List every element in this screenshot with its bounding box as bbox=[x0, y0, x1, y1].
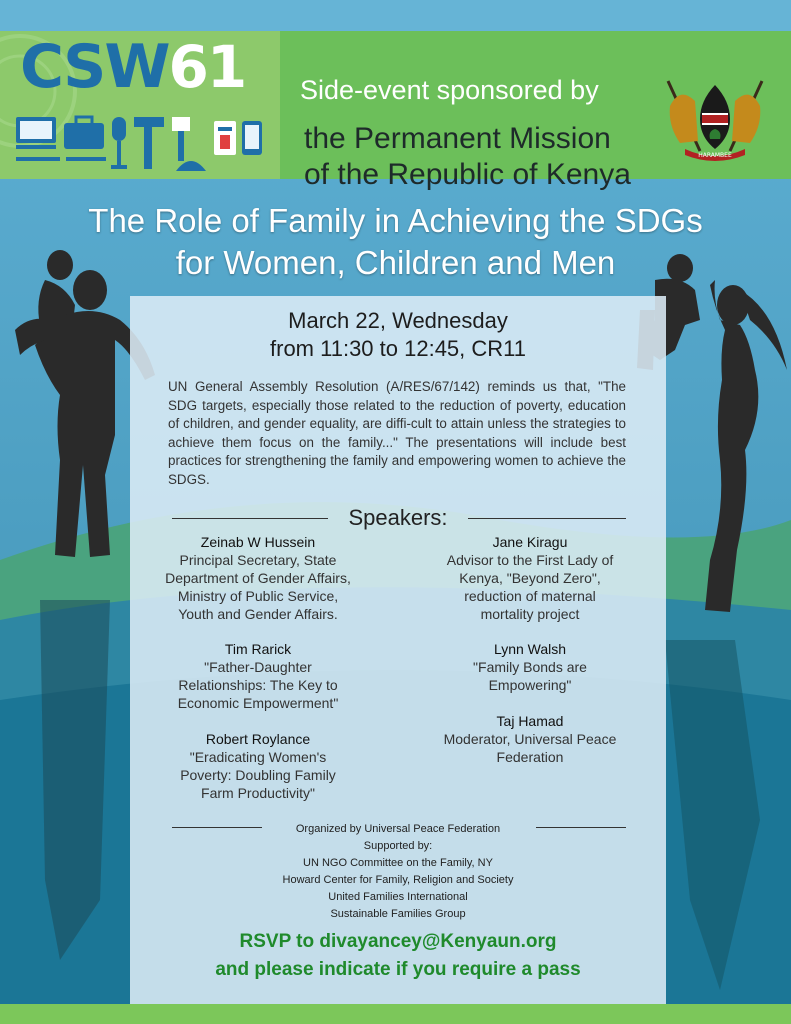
speaker-taj-hamad bbox=[400, 712, 660, 766]
divider-right bbox=[468, 518, 626, 519]
speaker-name: Zeinab W Hussein bbox=[200, 534, 316, 550]
speaker-detail: Advisor to the First Lady of bbox=[446, 552, 614, 568]
speaker-detail: reduction of maternal bbox=[464, 588, 596, 604]
emblem-motto: HARAMBEE bbox=[698, 152, 732, 159]
speaker-detail: Relationships: The Key to bbox=[178, 677, 338, 693]
organizers-block bbox=[130, 821, 666, 923]
speaker-detail: Youth and Gender Affairs. bbox=[178, 606, 338, 622]
event-title-line1: The Role of Family in Achieving the SDGs bbox=[88, 202, 703, 239]
tools-icons bbox=[16, 113, 266, 173]
csw61-logo bbox=[0, 31, 280, 179]
speaker-lynn-walsh bbox=[400, 640, 660, 694]
speaker-name: Taj Hamad bbox=[496, 713, 564, 729]
rsvp-email[interactable]: RSVP to divayancey@Kenyaun.org bbox=[239, 931, 557, 952]
supporter-item: Sustainable Families Group bbox=[330, 908, 466, 920]
speaker-detail: Ministry of Public Service, bbox=[177, 588, 339, 604]
kenya-coat-of-arms-icon bbox=[660, 71, 770, 163]
speaker-tim-rarick bbox=[138, 640, 378, 712]
event-title-line2: for Women, Children and Men bbox=[175, 244, 616, 281]
event-time-location: from 11:30 to 12:45, CR11 bbox=[270, 336, 526, 361]
speaker-detail: Principal Secretary, State bbox=[179, 552, 337, 568]
speaker-name: Jane Kiragu bbox=[492, 534, 568, 550]
sponsor-name-line1: the Permanent Mission bbox=[304, 122, 611, 155]
footer-bar bbox=[0, 1004, 791, 1024]
speaker-detail: Empowering" bbox=[488, 677, 572, 693]
speaker-detail: "Family Bonds are bbox=[473, 659, 587, 675]
speaker-robert-roylance bbox=[138, 730, 378, 802]
supporter-item: UN NGO Committee on the Family, NY bbox=[303, 857, 493, 869]
header-band bbox=[0, 31, 791, 191]
speaker-detail: Federation bbox=[496, 749, 564, 765]
speaker-detail: mortality project bbox=[480, 606, 580, 622]
speaker-detail: Department of Gender Affairs, bbox=[165, 570, 351, 586]
speaker-name: Lynn Walsh bbox=[493, 641, 567, 657]
speaker-jane-kiragu bbox=[400, 533, 660, 623]
event-date: March 22, Wednesday bbox=[288, 308, 508, 333]
organized-by: Organized by Universal Peace Federation bbox=[295, 823, 501, 835]
event-details-panel bbox=[130, 296, 666, 1004]
speaker-detail: "Father-Daughter bbox=[204, 659, 312, 675]
speaker-name: Tim Rarick bbox=[224, 641, 292, 657]
speakers-heading: Speakers: bbox=[348, 505, 448, 530]
speaker-detail: Moderator, Universal Peace bbox=[443, 731, 617, 747]
speaker-detail: Farm Productivity" bbox=[201, 785, 315, 801]
rsvp-note: and please indicate if you require a pass bbox=[215, 959, 581, 980]
csw-logo-text: CSW61 bbox=[20, 32, 246, 102]
sponsor-name-line2: of the Republic of Kenya bbox=[304, 158, 631, 191]
speaker-zeinab-hussein bbox=[138, 533, 378, 623]
intro-paragraph: UN General Assembly Resolution (A/RES/67/142) reminds us that, "The SDG targets, especially those related to the reduction of poverty, education of children, and gender equality, are diffi-cult to attain unless the strategies to achieve them focus on the family..." The presentations will include best practices for strengthening the family and empowering women to achieve the SDGS. bbox=[168, 379, 626, 487]
speaker-detail: Kenya, "Beyond Zero", bbox=[459, 570, 601, 586]
speaker-name: Robert Roylance bbox=[205, 731, 311, 747]
supported-by-label: Supported by: bbox=[363, 840, 433, 852]
rsvp-block bbox=[130, 928, 666, 984]
speaker-detail: Poverty: Doubling Family bbox=[180, 767, 336, 783]
supporter-item: Howard Center for Family, Religion and Society bbox=[282, 874, 514, 886]
speaker-detail: "Eradicating Women's bbox=[189, 749, 327, 765]
sponsor-name bbox=[304, 121, 631, 193]
event-title bbox=[0, 200, 791, 284]
sponsor-label: Side-event sponsored by bbox=[300, 75, 599, 105]
speaker-detail: Economic Empowerment" bbox=[177, 695, 339, 711]
supporter-item: United Families International bbox=[328, 891, 468, 903]
